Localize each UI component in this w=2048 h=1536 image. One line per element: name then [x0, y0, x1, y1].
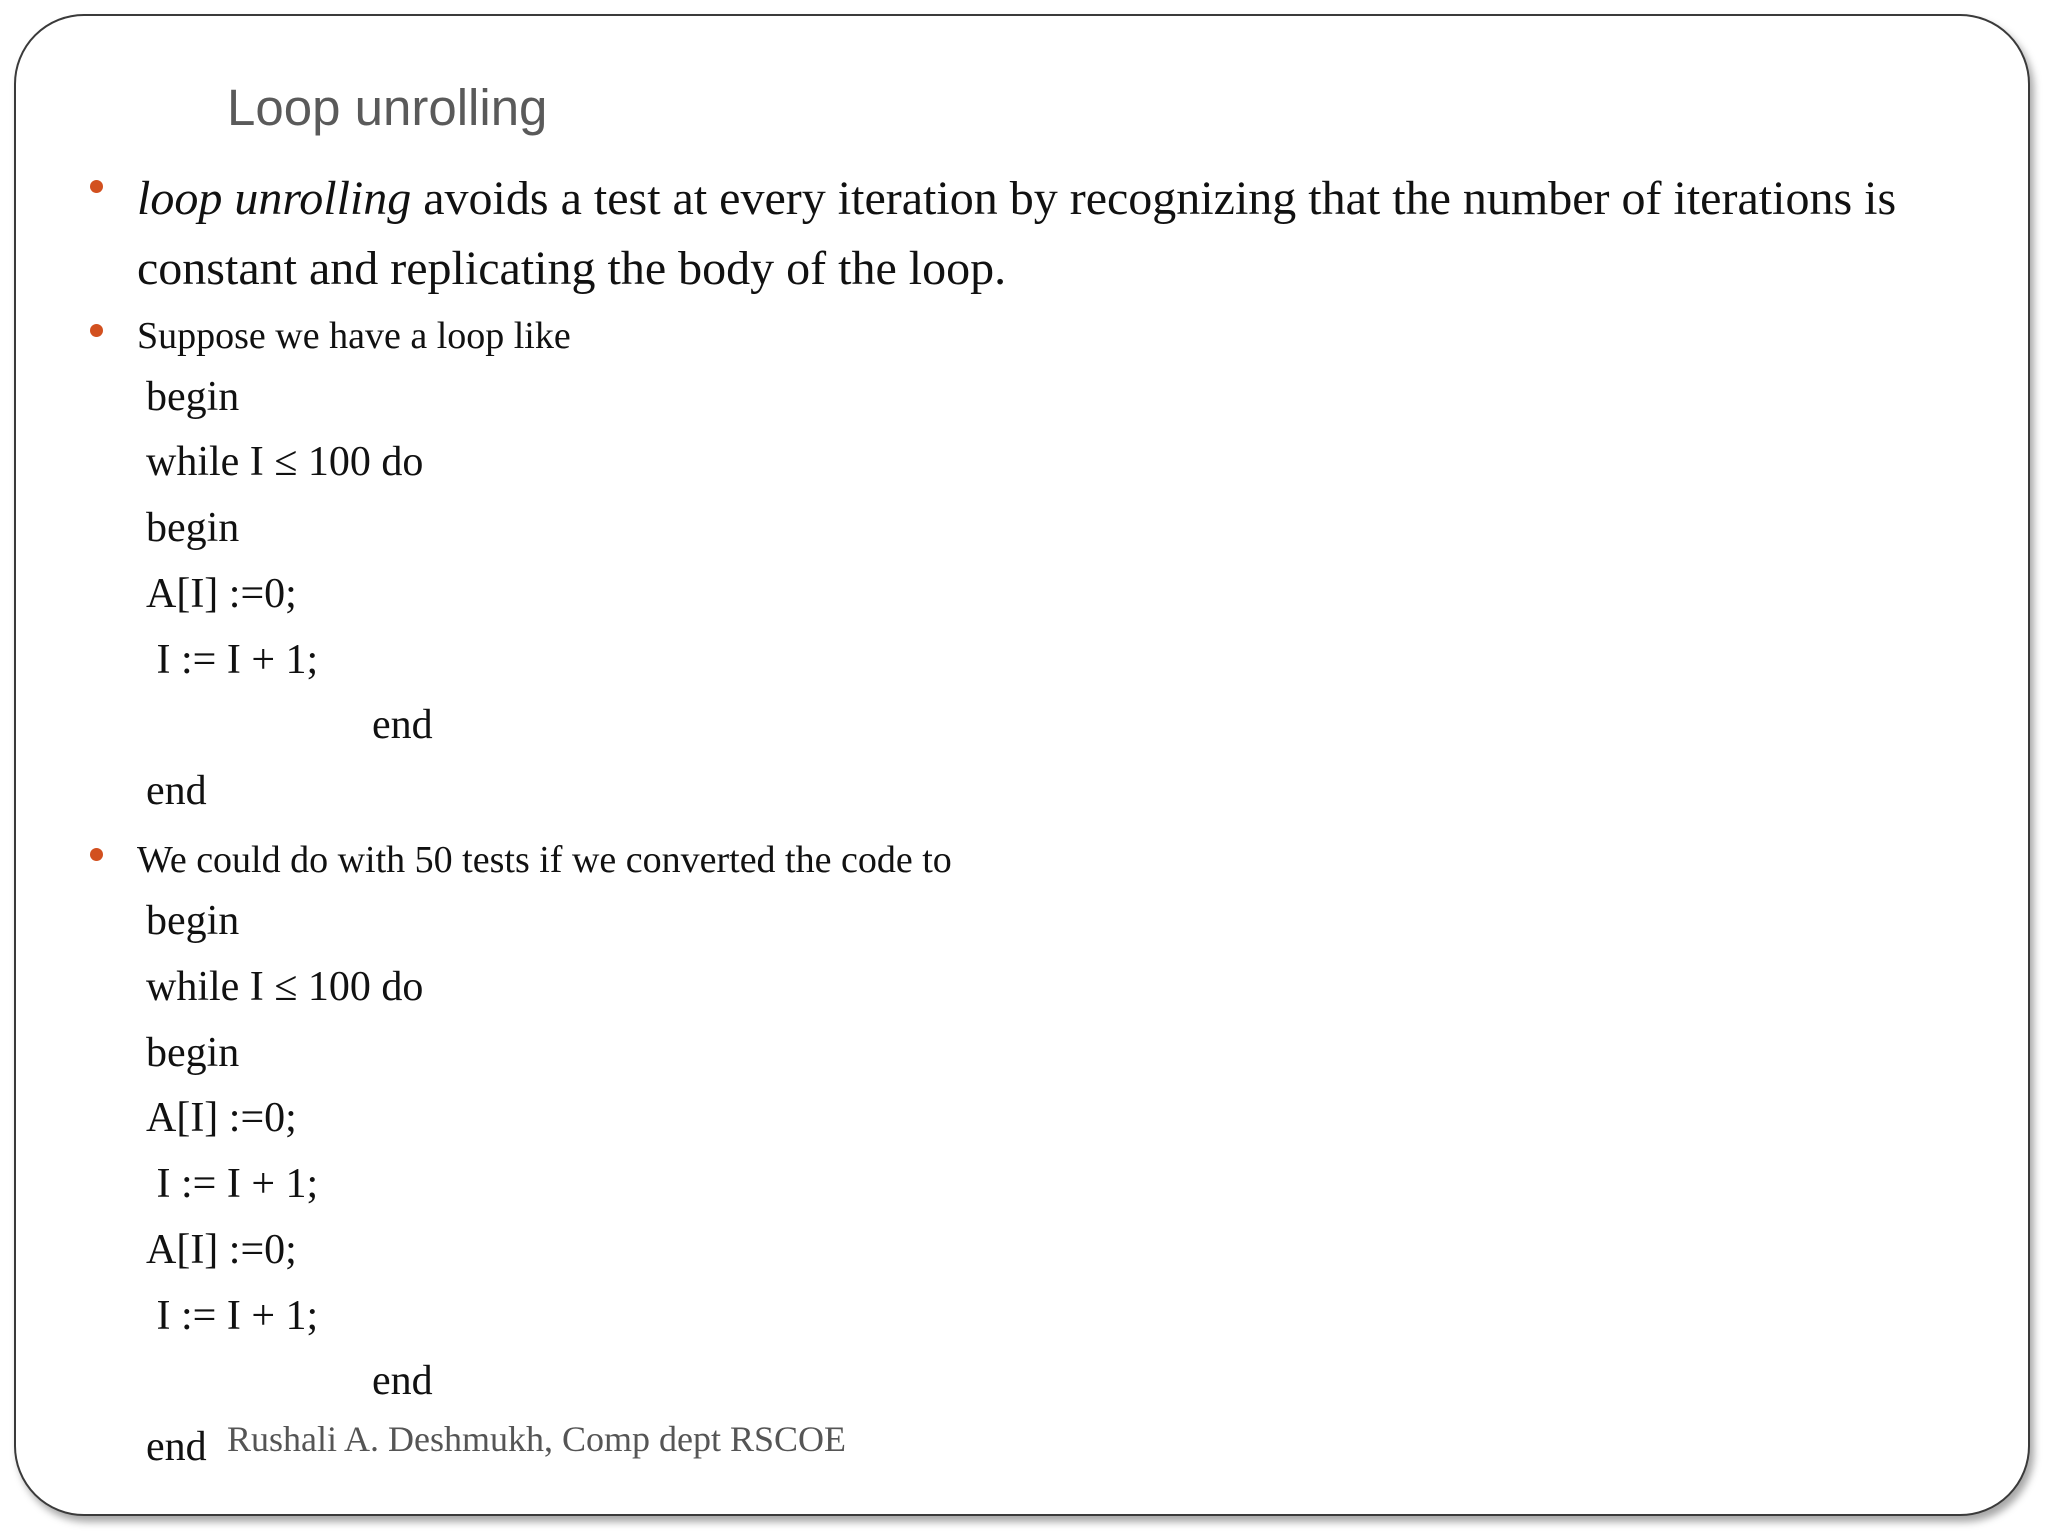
code2-line: A[I] :=0; — [146, 1095, 297, 1141]
bullet-dot-2 — [90, 324, 103, 337]
code2-line: while I ≤ 100 do — [146, 964, 424, 1010]
code2-line: I := I + 1; — [146, 1161, 319, 1207]
bullet-dot-3 — [90, 848, 103, 861]
code1-line: begin — [146, 374, 240, 420]
code2-line: begin — [146, 898, 240, 944]
bullet-1-italic: loop unrolling — [137, 172, 412, 225]
bullet-2-text: Suppose we have a loop like — [137, 315, 571, 357]
code1-line: while I ≤ 100 do — [146, 439, 424, 485]
code2-line: begin — [146, 1030, 240, 1076]
code1-line: end — [372, 702, 433, 748]
code1-line: A[I] :=0; — [146, 571, 297, 617]
bullet-1-text — [137, 164, 1977, 304]
bullet-1-rest: avoids a test at every iteration by recognizing that the number of iterations is constant and replicating the body of the loop. — [137, 172, 1897, 295]
code2-line: I := I + 1; — [146, 1293, 319, 1339]
code2-line: A[I] :=0; — [146, 1227, 297, 1273]
code2-line: end — [372, 1358, 433, 1404]
code1-line: end — [146, 768, 207, 814]
code1-line: I := I + 1; — [146, 637, 319, 683]
code2-line: end — [146, 1424, 207, 1470]
slide-footer: Rushali A. Deshmukh, Comp dept RSCOE — [227, 1419, 847, 1459]
bullet-3-text: We could do with 50 tests if we converted the code to — [137, 839, 952, 881]
code1-line: begin — [146, 505, 240, 551]
bullet-dot-1 — [90, 180, 103, 193]
slide-title: Loop unrolling — [227, 79, 548, 136]
